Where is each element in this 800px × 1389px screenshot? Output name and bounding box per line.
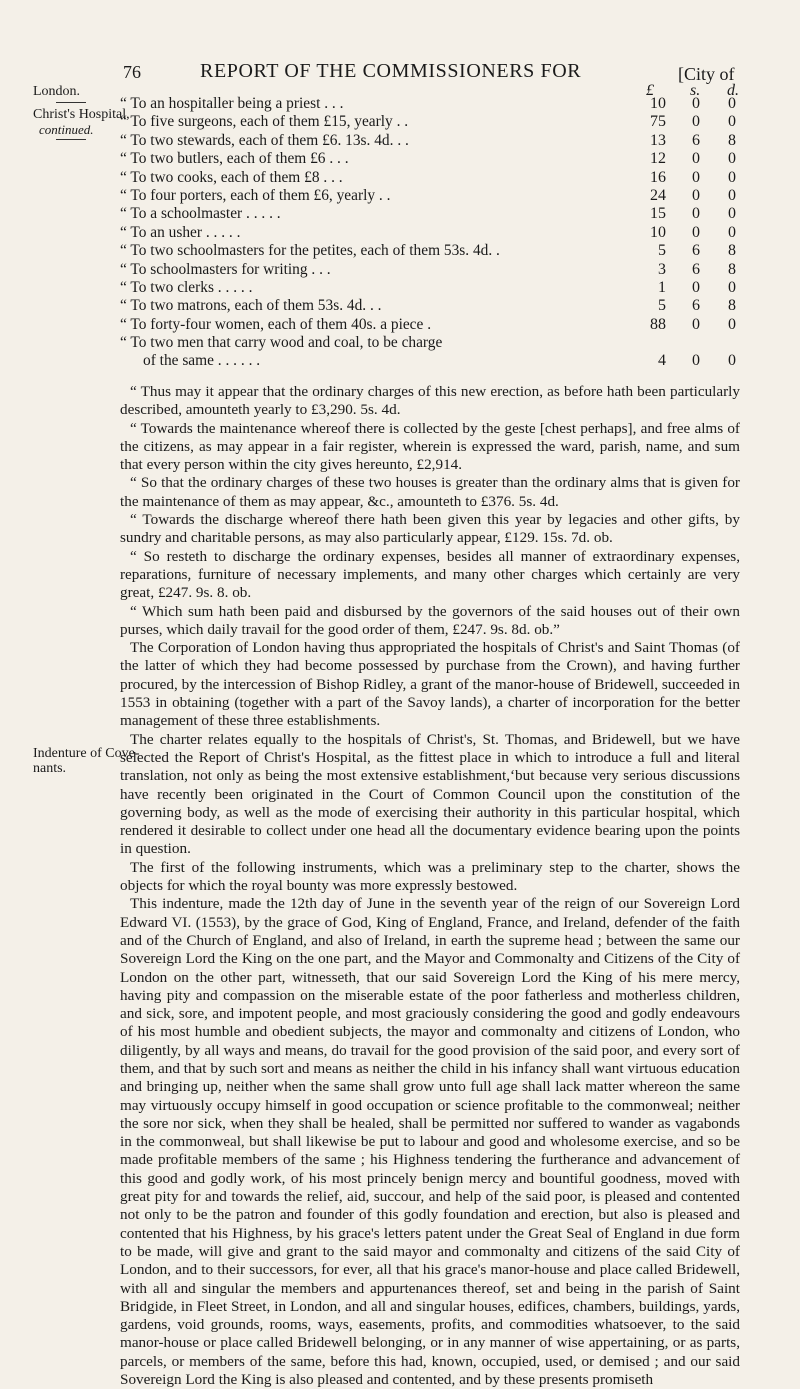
paragraph: The first of the following instruments, which was a preliminary step to the charter, shows the objects for which the royal bounty was more expressly bestowed. [120, 858, 740, 895]
charge-description: “ To two matrons, each of them 53s. 4d. . . [120, 297, 382, 315]
charge-pounds: 15 [650, 205, 666, 223]
paragraph: “ Towards the discharge whereof there hath been given this year by legacies and other gifts, by sundry and charitable persons, as may also particularly appear, £129. 15s. 7d. ob. [120, 511, 740, 547]
paragraph: This indenture, made the 12th day of June in the seventh year of the reign of our Sovereign Lord Edward VI. (1553), by the grace of God, King of England, France, and Ireland, defender of the faith and of the Church of England, and also of Ireland, in earth the supreme head ; between the same our Sovereign Lord the King on the one part, and the Mayor and Commonalty and Citizens of the City of London on the other part, witnesseth, that our said Sovereign Lord the King of his mere mercy, having pity and compassion on the miserable estate of the poor fatherless and motherless children, and sick, sore, and impotent people, and most graciously considering the good and godly endeavours of his most humble and obedient subjects, the mayor and commonalty and citizens of London, who diligently, by all ways and means, do travail for the good provision of the said poor, and every sort of them, and that by such sort and means as neither the child in his infancy shall want virtuous education and bringing up, neither when the same shall grow unto full age shall lack matter whereon the same may virtuously occupy himself in good occupation or science profitable to the commonweal; neither the sore nor sick, when they shall be healed, shall be permitted nor suffered to wander as vagabonds in the commonweal, but shall likewise be put to labour and good and wholesome exercise, and so be made profitable members of the same ; his Highness tendering the furtherance and advancement of this good and godly work, of his most princely benign mercy and bountiful goodness, moved with great pity for and towards the relief, aid, succour, and help of the said poor, is pleased and contented not only to be the patron and founder of this godly foundation and erection, but also is pleased and contented that his Highness, by his grace's letters patent under the Great Seal of England in due form to be made, will give and grant to the said mayor and commonalty and citizens of the said City of London, and to their successors, for ever, all that his grace's manor-house and place called Bridewell, with all and singular the members and appurtenances thereof, set and being in the parish of Saint Bridgide, in Fleet Street, in London, and all and singular houses, edifices, chambers, buildings, yards, gardens, void grounds, rooms, ways, easements, profits, and commodities whatsoever, to the said manor-house or place called Bridewell belonging, or in any manner of wise appertaining, or as parts, parcels, or members of the same, before this had, known, occupied, used, or demised ; and our said Sovereign Lord the King is also pleased and contented, and by these presents promiseth [120, 895, 740, 1389]
charge-pounds: 4 [658, 352, 666, 370]
paragraph: The Corporation of London having thus appropriated the hospitals of Christ's and Saint Thomas (of the latter of which they had become possessed by purchase from the Crown), and having further procured, by the intercession of Bishop Ridley, a grant of the manor-house of Bridewell, succeeded in 1553 in obtaining (together with a part of the Savoy lands), a charter of incorporation for the better management of these three establishments. [120, 639, 740, 730]
charge-shillings: 0 [692, 352, 700, 370]
charge-shillings: 0 [692, 278, 700, 296]
charge-description: “ To an hospitaller being a priest . . . [120, 95, 344, 112]
charge-shillings: 0 [692, 95, 700, 112]
paragraph: “ Towards the maintenance whereof there is collected by the geste [chest perhaps], and free alms of the citizens, as may appear in a fair register, wherein is expressed the ward, parish, name, and sum that every person within the city gives hereunto, £2,914. [120, 419, 740, 474]
shillings-header: s. [690, 82, 701, 99]
charge-shillings: 6 [692, 131, 700, 149]
charge-pence: 0 [728, 205, 736, 223]
charge-description: of the same . . . . . . [143, 352, 261, 370]
charge-shillings: 0 [692, 168, 700, 186]
charge-pounds: 1 [658, 278, 666, 296]
charge-pence: 0 [728, 315, 736, 333]
charge-row [120, 261, 740, 279]
charge-row [120, 132, 740, 150]
charge-pence: 0 [728, 278, 736, 296]
running-title: REPORT OF THE COMMISSIONERS FOR [200, 60, 582, 82]
charge-shillings: 0 [692, 205, 700, 223]
charge-row [120, 316, 740, 334]
charge-row [120, 224, 740, 242]
charge-pounds: 5 [658, 242, 666, 260]
charge-description: “ To two schoolmasters for the petites, each of them 53s. 4d. . [120, 242, 500, 260]
charge-shillings: 6 [692, 242, 700, 260]
charge-pence: 0 [728, 352, 736, 370]
charge-pounds: 3 [658, 260, 666, 278]
charge-row [120, 95, 740, 113]
charge-pounds: 12 [650, 150, 666, 168]
charges-list [120, 95, 740, 371]
charge-shillings: 6 [692, 297, 700, 315]
charge-description: “ To two clerks . . . . . [120, 278, 253, 296]
page-number: 76 [123, 62, 141, 82]
charge-shillings: 0 [692, 186, 700, 204]
running-title-right: [City of [678, 64, 735, 84]
charge-pence: 0 [728, 150, 736, 168]
charge-row [120, 242, 740, 260]
margin-note-line: Indenture of Cove- [33, 746, 140, 761]
margin-rule [56, 102, 86, 103]
charge-row [120, 169, 740, 187]
paragraph: “ Thus may it appear that the ordinary charges of this new erection, as before hath been particularly described, amounteth yearly to £3,290. 5s. 4d. [120, 383, 740, 419]
pounds-header: £ [646, 82, 654, 99]
charge-pence: 0 [728, 186, 736, 204]
charge-pounds: 5 [658, 297, 666, 315]
paragraph: The charter relates equally to the hospitals of Christ's, St. Thomas, and Bridewell, but we have selected the Report of Christ's Hospital, as the fittest place in which to introduce a full and literal translation, not only as being the most extensive establishment,‘but because very serious discussions have recently been originated in the Court of Common Council upon the constitution of the governing body, as well as the mode of exercising their authority in this particular hospital, which rendered it desirable to collect under one head all the documentary evidence bearing upon the points in question. [120, 730, 740, 858]
charge-shillings: 0 [692, 113, 700, 131]
charge-row [120, 279, 740, 297]
charge-row [120, 205, 740, 223]
charge-description: “ To forty-four women, each of them 40s. a piece . [120, 315, 432, 333]
charge-row [120, 187, 740, 205]
paragraph: “ So that the ordinary charges of these two houses is greater than the ordinary alms that is given for the maintenance of them as may appear, &c., amounteth to £376. 5s. 4d. [120, 474, 740, 510]
charge-description: “ To an usher . . . . . [120, 223, 241, 241]
charge-pounds: 10 [650, 223, 666, 241]
charge-description: “ To two men that carry wood and coal, to be charge [120, 334, 443, 352]
charge-shillings: 0 [692, 223, 700, 241]
charge-pounds: 75 [650, 113, 666, 131]
margin-note-line: nants. [33, 761, 67, 776]
charge-pounds: 13 [650, 131, 666, 149]
charge-shillings: 0 [692, 315, 700, 333]
charge-shillings: 0 [692, 150, 700, 168]
charge-row [120, 352, 740, 370]
charge-description: “ To two butlers, each of them £6 . . . [120, 150, 349, 168]
charge-row [120, 113, 740, 131]
margin-note-london: London. [33, 84, 81, 99]
body-text [120, 383, 740, 1389]
charge-shillings: 6 [692, 260, 700, 278]
charge-pence: 0 [728, 95, 736, 112]
charge-pence: 0 [728, 113, 736, 131]
charge-description: “ To two stewards, each of them £6. 13s. 4d. . . [120, 131, 409, 149]
margin-note-line: continued. [39, 122, 94, 137]
charge-description: “ To four porters, each of them £6, yearly . . [120, 186, 391, 204]
margin-rule [56, 139, 86, 140]
charge-pence: 8 [728, 242, 736, 260]
charge-pounds: 10 [650, 95, 666, 112]
charge-description: “ To five surgeons, each of them £15, yearly . . [120, 113, 409, 131]
pence-header: d. [727, 82, 739, 99]
charge-row [120, 334, 740, 352]
margin-note-line: Christ's Hospital, [33, 107, 130, 122]
charge-pence: 8 [728, 260, 736, 278]
charge-description: “ To schoolmasters for writing . . . [120, 260, 331, 278]
charge-row [120, 297, 740, 315]
charge-pence: 0 [728, 168, 736, 186]
charge-pounds: 24 [650, 186, 666, 204]
charge-pounds: 16 [650, 168, 666, 186]
paragraph: “ So resteth to discharge the ordinary expenses, besides all manner of extraordinary expenses, reparations, furniture of necessary implements, and many other charges which certainly are very great, £247. 9s. 8. ob. [120, 547, 740, 602]
charge-description: “ To two cooks, each of them £8 . . . [120, 168, 343, 186]
paragraph: “ Which sum hath been paid and disbursed by the governors of the said houses out of their own purses, which daily travail for the good order of them, £247. 9s. 8d. ob.” [120, 602, 740, 638]
charge-pence: 8 [728, 131, 736, 149]
charge-pounds: 88 [650, 315, 666, 333]
charge-row [120, 150, 740, 168]
charge-pence: 0 [728, 223, 736, 241]
margin-note-christs-hospital [33, 107, 130, 137]
charge-description: “ To a schoolmaster . . . . . [120, 205, 281, 223]
charge-pence: 8 [728, 297, 736, 315]
